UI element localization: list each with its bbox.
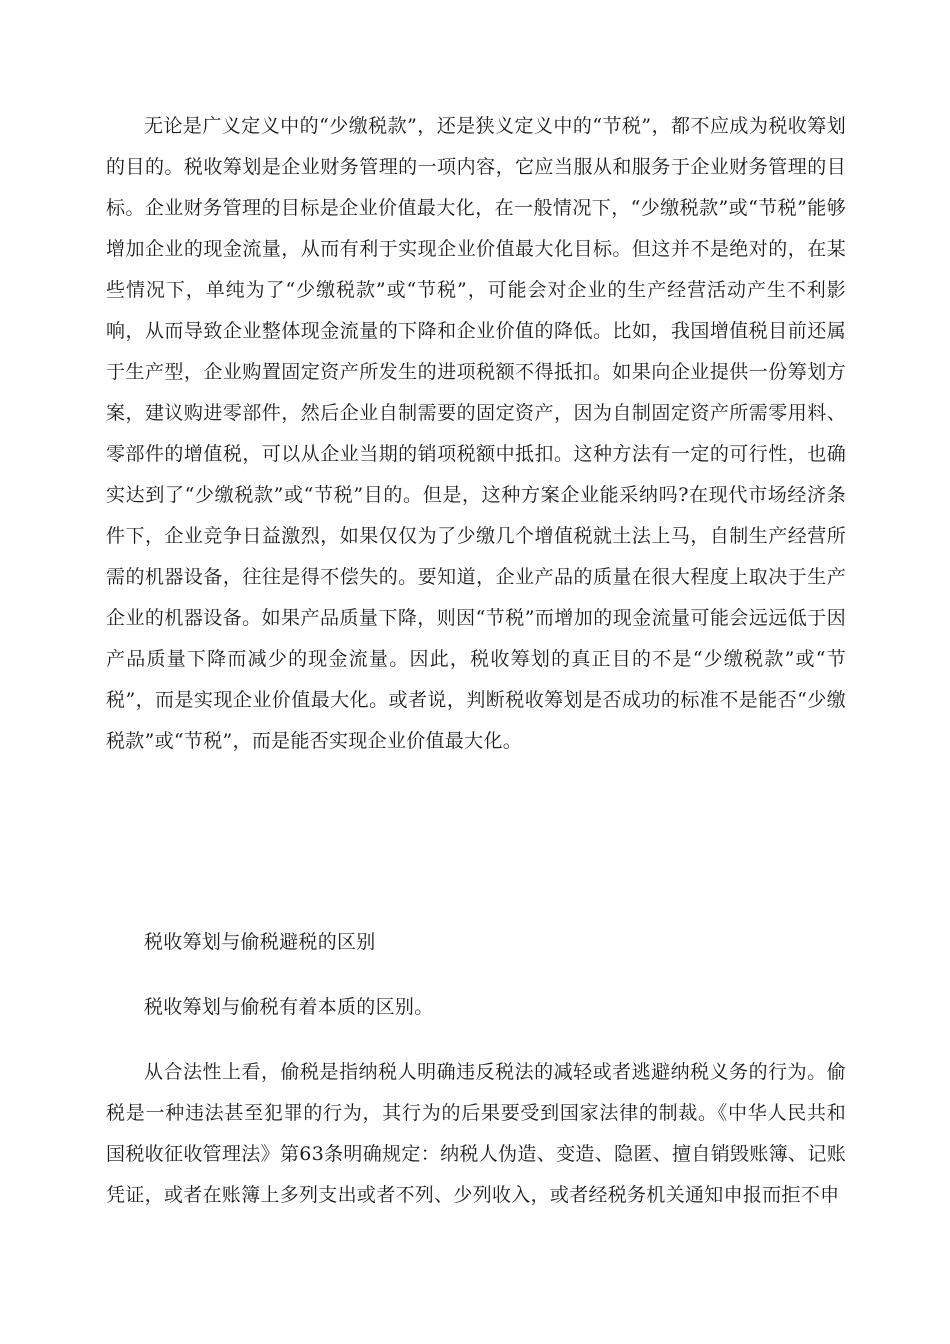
body-paragraph: 无论是广义定义中的“少缴税款”，还是狭义定义中的“节税”，都不应成为税收筹划的目的。税收筹划是企业财务管理的一项内容，它应当服从和服务于企业财务管理的目标。企业财务管理的目标是企业价值最大化，在一般情况下，“少缴税款”或“节税”能够增加企业的现金流量，从而有利于实现企业价值最大化目标。但这并不是绝对的，在某些情况下，单纯为了“少缴税款”或“节税”，可能会对企业的生产经营活动产生不利影响，从而导致企业整体现金流量的下降和企业价值的降低。比如，我国增值税目前还属于生产型，企业购置固定资产所发生的进项税额不得抵扣。如果向企业提供一份筹划方案，建议购进零部件，然后企业自制需要的固定资产，因为自制固定资产所需零用料、零部件的增值税，可以从企业当期的销项税额中抵扣。这种方法有一定的可行性，也确实达到了“少缴税款”或“节税”目的。但是，这种方案企业能采纳吗?在现代市场经济条件下，企业竞争日益激烈，如果仅仅为了少缴几个增值税就土法上马，自制生产经营所需的机器设备，往往是得不偿失的。要知道，企业产品的质量在很大程度上取决于生产企业的机器设备。如果产品质量下降，则因“节税”而增加的现金流量可能会远远低于因产品质量下降而减少的现金流量。因此，税收筹划的真正目的不是“少缴税款”或“节税”，而是实现企业价值最大化。或者说，判断税收筹划是否成功的标准不是能否“少缴税款”或“节税”，而是能否实现企业价值最大化。 bbox=[106, 115, 846, 752]
section-heading: 税收筹划与偷税避税的区别 bbox=[144, 931, 376, 953]
body-paragraph: 税收筹划与偷税有着本质的区别。 bbox=[144, 996, 434, 1018]
body-paragraph: 从合法性上看，偷税是指纳税人明确违反税法的减轻或者逃避纳税义务的行为。偷税是一种违法甚至犯罪的行为，其行为的后果要受到国家法律的制裁。《中华人民共和国税收征收管理法》第63条明确规定：纳税人伪造、变造、隐匿、擅自销毁账簿、记账凭证，或者在账簿上多列支出或者不列、少列收入，或者经税务机关通知申报而拒不申 bbox=[106, 1061, 846, 1206]
